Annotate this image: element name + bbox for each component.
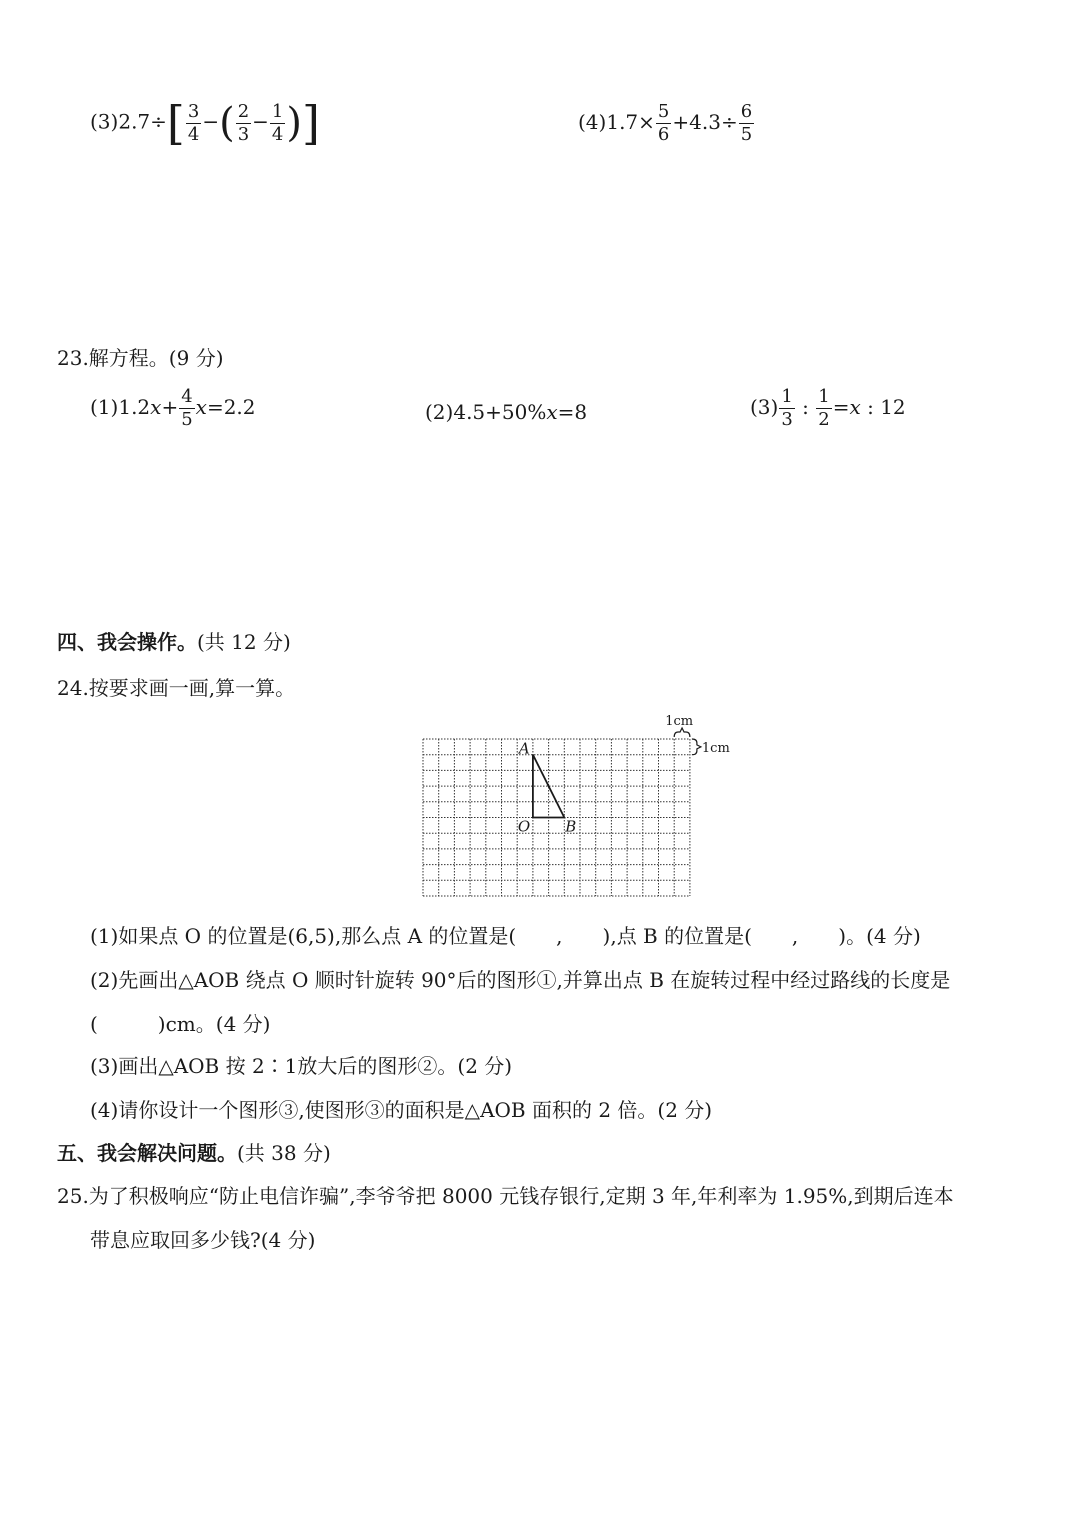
q24-sub1: (1)如果点 O 的位置是(6,5),那么点 A 的位置是( , ),点 B 的位置是( , )。(4 分) — [90, 924, 921, 948]
point-b-label: B — [565, 817, 577, 836]
numerator: 1 — [781, 386, 793, 407]
q22-p3-label: (3) — [90, 109, 119, 134]
q23-p3-rhs: : 12 — [860, 395, 906, 419]
numerator: 5 — [657, 101, 670, 122]
q23-part2 — [425, 400, 587, 424]
section5-score: (共 38 分) — [237, 1141, 331, 1165]
variable-x: x — [546, 400, 558, 424]
q22-p4-b: +4.3÷ — [672, 110, 738, 134]
fraction — [739, 103, 754, 144]
bracket-open: [ — [166, 96, 185, 150]
q24-title: 24.按要求画一画,算一算。 — [57, 676, 296, 700]
q23-title: 23.解方程。(9 分) — [57, 346, 224, 370]
q23-p1-a: 1.2 — [118, 395, 151, 419]
point-a-label: A — [518, 739, 530, 758]
q22-p4-a: 1.7× — [606, 110, 655, 134]
paren-close: ) — [286, 100, 302, 146]
numerator: 2 — [237, 100, 250, 122]
numerator: 1 — [271, 100, 284, 122]
section5-title: 五、我会解决问题。 — [57, 1141, 237, 1165]
q23-part3 — [750, 388, 906, 429]
section5-heading — [57, 1137, 331, 1166]
minus-sign: − — [252, 109, 269, 134]
denominator: 2 — [818, 409, 830, 430]
scale-label-right: 1cm — [701, 740, 730, 756]
q24-sub4: (4)请你设计一个图形③,使图形③的面积是△AOB 面积的 2 倍。(2 分) — [90, 1098, 713, 1122]
fraction — [816, 388, 831, 429]
q24-sub2-line2: ( )cm。(4 分) — [90, 1012, 271, 1036]
section4-heading — [57, 626, 291, 655]
q22-p3-lead: 2.7÷ — [118, 109, 167, 134]
plus-sign: + — [161, 395, 179, 419]
scale-brace-right — [692, 739, 701, 755]
q22-p4-label: (4) — [578, 110, 607, 134]
fraction — [186, 100, 201, 145]
fraction — [270, 100, 285, 145]
q24-sub3: (3)画出△AOB 按 2∶1放大后的图形②。(2 分) — [90, 1054, 513, 1078]
denominator: 4 — [187, 123, 200, 145]
fraction — [656, 103, 671, 144]
denominator: 3 — [237, 123, 250, 145]
numerator: 6 — [740, 101, 753, 122]
fraction — [236, 100, 251, 145]
paren-open: ( — [219, 100, 235, 146]
denominator: 3 — [781, 409, 793, 430]
numerator: 1 — [818, 386, 830, 407]
variable-x: x — [195, 395, 207, 419]
numerator: 3 — [187, 100, 200, 122]
scale-label-top: 1cm — [665, 714, 694, 729]
fraction — [179, 388, 194, 429]
fraction — [779, 388, 794, 429]
minus-sign: − — [202, 109, 220, 134]
q23-p3-label: (3) — [750, 395, 779, 419]
variable-x: x — [849, 395, 861, 419]
denominator: 6 — [657, 124, 670, 145]
q25-line2: 带息应取回多少钱?(4 分) — [90, 1228, 316, 1252]
q23-p1-label: (1) — [90, 395, 119, 419]
q25-line1: 25.为了积极响应“防止电信诈骗”,李爷爷把 8000 元钱存银行,定期 3 年,年利率为 1.95%,到期后连本 — [57, 1184, 954, 1208]
bracket-close: ] — [301, 96, 320, 150]
denominator: 5 — [181, 409, 193, 430]
q23-p2-a: 4.5+50% — [453, 400, 547, 424]
coordinate-grid — [415, 712, 735, 904]
q23-p2-rhs: =8 — [557, 400, 588, 424]
q23-part1 — [90, 388, 256, 429]
denominator: 5 — [740, 124, 753, 145]
variable-x: x — [150, 395, 162, 419]
ratio-colon: : — [795, 395, 816, 419]
q23-p2-label: (2) — [425, 400, 454, 424]
q22-part4 — [578, 103, 755, 144]
section4-score: (共 12 分) — [197, 630, 291, 654]
equals-sign: = — [832, 395, 850, 419]
point-o-label: O — [517, 817, 531, 836]
section4-title: 四、我会操作。 — [57, 630, 197, 654]
q24-sub2-line1: (2)先画出△AOB 绕点 O 顺时针旋转 90°后的图形①,并算出点 B 在旋转过程中经过路线的长度是 — [90, 968, 951, 992]
numerator: 4 — [181, 386, 193, 407]
q22-part3 — [90, 96, 320, 150]
scale-brace-top — [674, 728, 690, 737]
q23-p1-rhs: =2.2 — [206, 395, 256, 419]
denominator: 4 — [271, 123, 284, 145]
